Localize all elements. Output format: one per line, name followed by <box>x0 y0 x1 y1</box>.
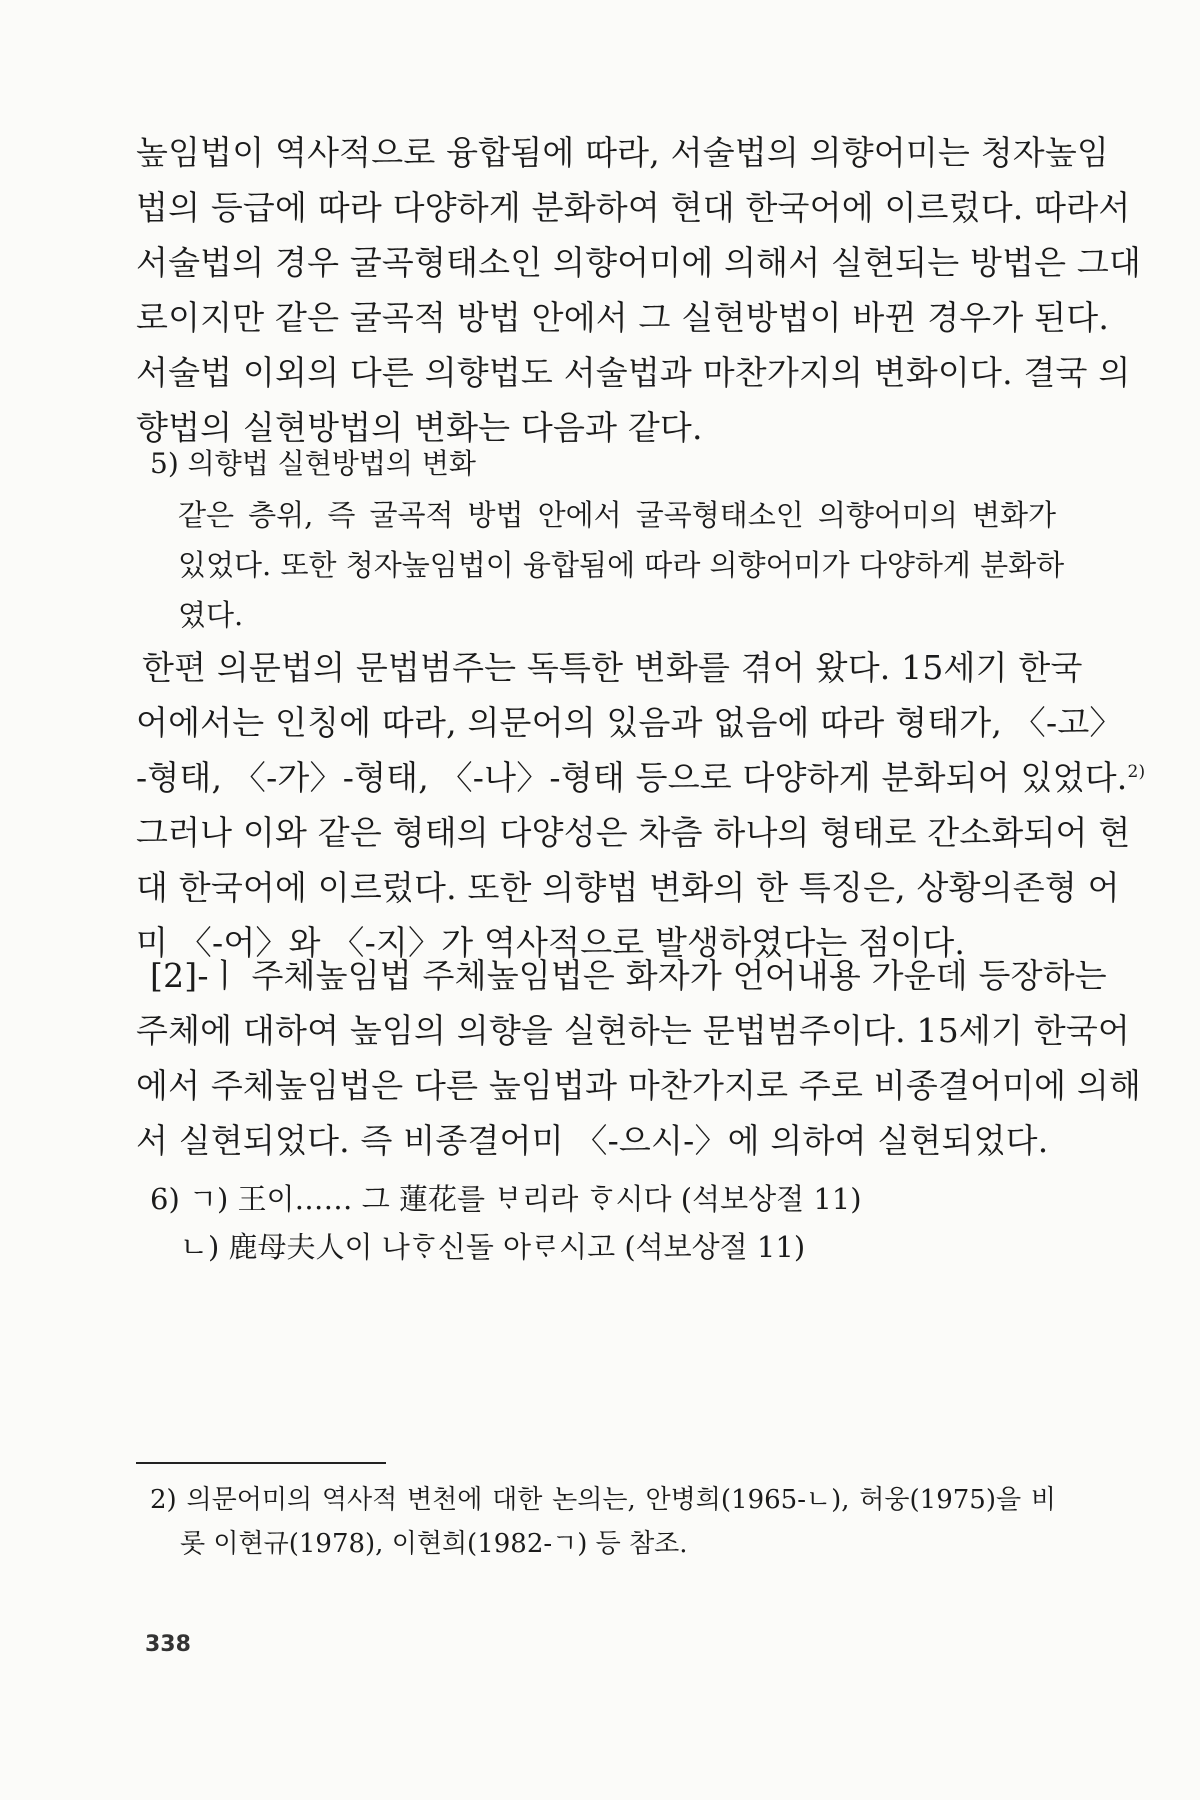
note-line: 있었다. 또한 청자높임법이 융합됨에 따라 의향어미가 다양하게 분화하 <box>178 548 1065 582</box>
footnote-divider <box>136 1462 386 1464</box>
note-heading: 5) 의향법 실현방법의 변화 <box>150 447 476 480</box>
note-line: 였다. <box>178 598 244 632</box>
paragraph-line: 대 한국어에 이르렀다. 또한 의향법 변화의 한 특징은, 상황의존형 어 <box>136 868 1120 907</box>
paragraph-line: [2]-ㅣ 주체높임법 주체높임법은 화자가 언어내용 가운데 등장하는 <box>150 956 1107 995</box>
note-5 <box>150 440 1065 640</box>
paragraph-line: 어에서는 인칭에 따라, 의문어의 있음과 없음에 따라 형태가, 〈-고〉 <box>136 703 1123 742</box>
paragraph-line: 높임법이 역사적으로 융합됨에 따라, 서술법의 의향어미는 청자높임 <box>136 133 1110 172</box>
paragraph-line <box>136 750 1146 805</box>
paragraph-3 <box>136 948 1142 1168</box>
paragraph-line: 한편 의문법의 문법범주는 독특한 변화를 겪어 왔다. 15세기 한국 <box>142 648 1083 687</box>
footnote-line: 2) 의문어미의 역사적 변천에 대한 논의는, 안병희(1965-ㄴ), 허웅(1975)을 비 <box>150 1485 1056 1515</box>
paragraph-line: 미 〈-어〉와 〈-지〉가 역사적으로 발생하였다는 점이다. <box>136 923 966 962</box>
footnote <box>150 1478 1056 1566</box>
paragraph-line: 서 실현되었다. 즉 비종결어미 〈-으시-〉에 의하여 실현되었다. <box>136 1121 1049 1160</box>
paragraph-line: 법의 등급에 따라 다양하게 분화하여 현대 한국어에 이르렀다. 따라서 <box>136 188 1131 227</box>
paragraph-1 <box>136 125 1142 455</box>
paragraph-line: 에서 주체높임법은 다른 높임법과 마찬가지로 주로 비종결어미에 의해 <box>136 1066 1142 1105</box>
footnote-reference[interactable]: 2) <box>1127 762 1146 782</box>
example-6 <box>150 1175 1056 1271</box>
example-line: ㄴ) 鹿母夫人이 나ᄒᆞ신돌 아ᄅᆞ시고 (석보상절 11) <box>180 1230 806 1264</box>
footnote-line: 롯 이현규(1978), 이현희(1982-ㄱ) 등 참조. <box>180 1529 688 1559</box>
paragraph-line-text: -형태, 〈-가〉-형태, 〈-나〉-형태 등으로 다양하게 분화되어 있었다. <box>136 758 1128 797</box>
example-line: 6) ㄱ) 王이…… 그 蓮花를 ᄇᆞ리라 ᄒᆞ시다 (석보상절 11) <box>150 1182 862 1216</box>
note-body <box>150 490 1065 640</box>
note-line: 같은 층위, 즉 굴곡적 방법 안에서 굴곡형태소인 의향어미의 변화가 <box>178 498 1056 532</box>
paragraph-line: 향법의 실현방법의 변화는 다음과 같다. <box>136 408 703 447</box>
paragraph-line: 로이지만 같은 굴곡적 방법 안에서 그 실현방법이 바뀐 경우가 된다. <box>136 298 1110 337</box>
paragraph-line: 서술법의 경우 굴곡형태소인 의향어미에 의해서 실현되는 방법은 그대 <box>136 243 1142 282</box>
paragraph-line: 그러나 이와 같은 형태의 다양성은 차츰 하나의 형태로 간소화되어 현 <box>136 813 1131 852</box>
paragraph-2 <box>136 640 1146 970</box>
paragraph-line: 서술법 이외의 다른 의향법도 서술법과 마찬가지의 변화이다. 결국 의 <box>136 353 1131 392</box>
paragraph-line: 주체에 대하여 높임의 의향을 실현하는 문법범주이다. 15세기 한국어 <box>136 1011 1131 1050</box>
page-number: 338 <box>145 1632 191 1657</box>
